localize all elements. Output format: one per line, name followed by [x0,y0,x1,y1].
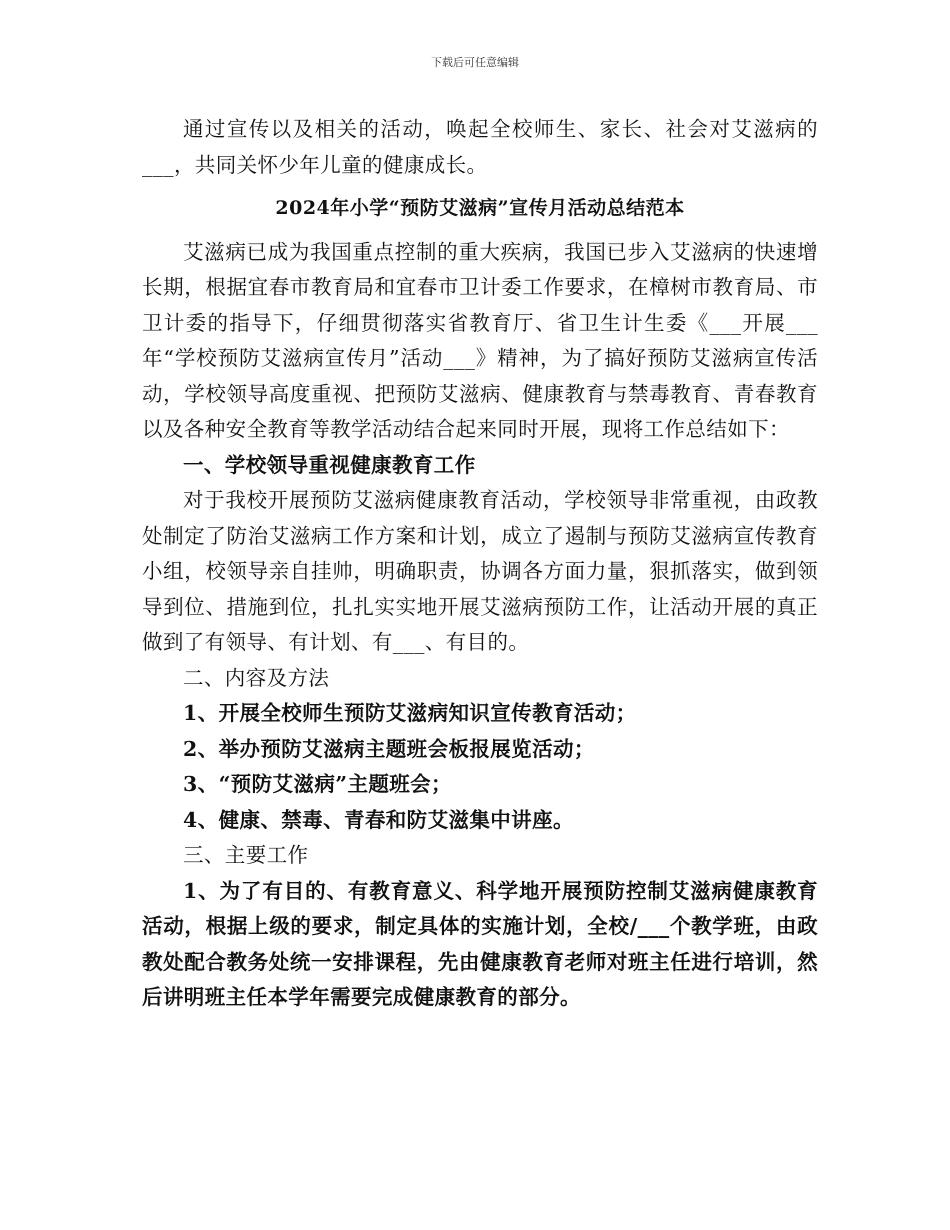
list-item: 1、开展全校师生预防艾滋病知识宣传教育活动； [183,701,637,725]
header-note: 下载后可任意编辑 [431,56,519,69]
document-title: 2024年小学“预防艾滋病”宣传月活动总结范本 [275,197,685,219]
section-1-paragraph: 对于我校开展预防艾滋病健康教育活动，学校领导非常重视，由政教处制定了防治艾滋病工作方案和计划，成立了遏制与预防艾滋病宣传教育小组，校领导亲自挂帅，明确职责，协调各方面力量，狠抓落实，做到领导到位、措施到位，扎扎实实地开展艾滋病预防工作，让活动开展的真正做到了有领导、有计划、有___、有目的。 [142,488,818,654]
section-2-heading: 二、内容及方法 [183,665,330,690]
list-item: 3、“预防艾滋病”主题班会； [183,772,452,796]
section-3-paragraph: 1、为了有目的、有教育意义、科学地开展预防控制艾滋病健康教育活动，根据上级的要求，制定具体的实施计划，全校/___个教学班，由政教处配合教务处统一安排课程，先由健康教育老师对班主任进行培训，然后讲明班主任本学年需要完成健康教育的部分。 [142,878,818,1009]
list-item: 2、举办预防艾滋病主题班会板报展览活动； [183,736,595,761]
section-3-heading: 三、主要工作 [183,843,309,867]
document-body [142,112,818,1016]
paragraph-1: 艾滋病已成为我国重点控制的重大疾病，我国已步入艾滋病的快速增长期，根据宜春市教育局和宜春市卫计委工作要求，在樟树市教育局、市卫计委的指导下，仔细贯彻落实省教育厅、省卫生计生委《___开展___年“学校预防艾滋病宣传月”活动___》精神，为了搞好预防艾滋病宣传活动，学校领导高度重视、把预防艾滋病、健康教育与禁毒教育、青春教育以及各种安全教育等教学活动结合起来同时开展，现将工作总结如下： [142,239,818,441]
section-1-heading: 一、学校领导重视健康教育工作 [183,452,476,477]
list-item: 4、健康、禁毒、青春和防艾滋集中讲座。 [183,807,574,832]
intro-paragraph: 通过宣传以及相关的活动，唤起全校师生、家长、社会对艾滋病的___，共同关怀少年儿童的健康成长。 [142,117,818,177]
